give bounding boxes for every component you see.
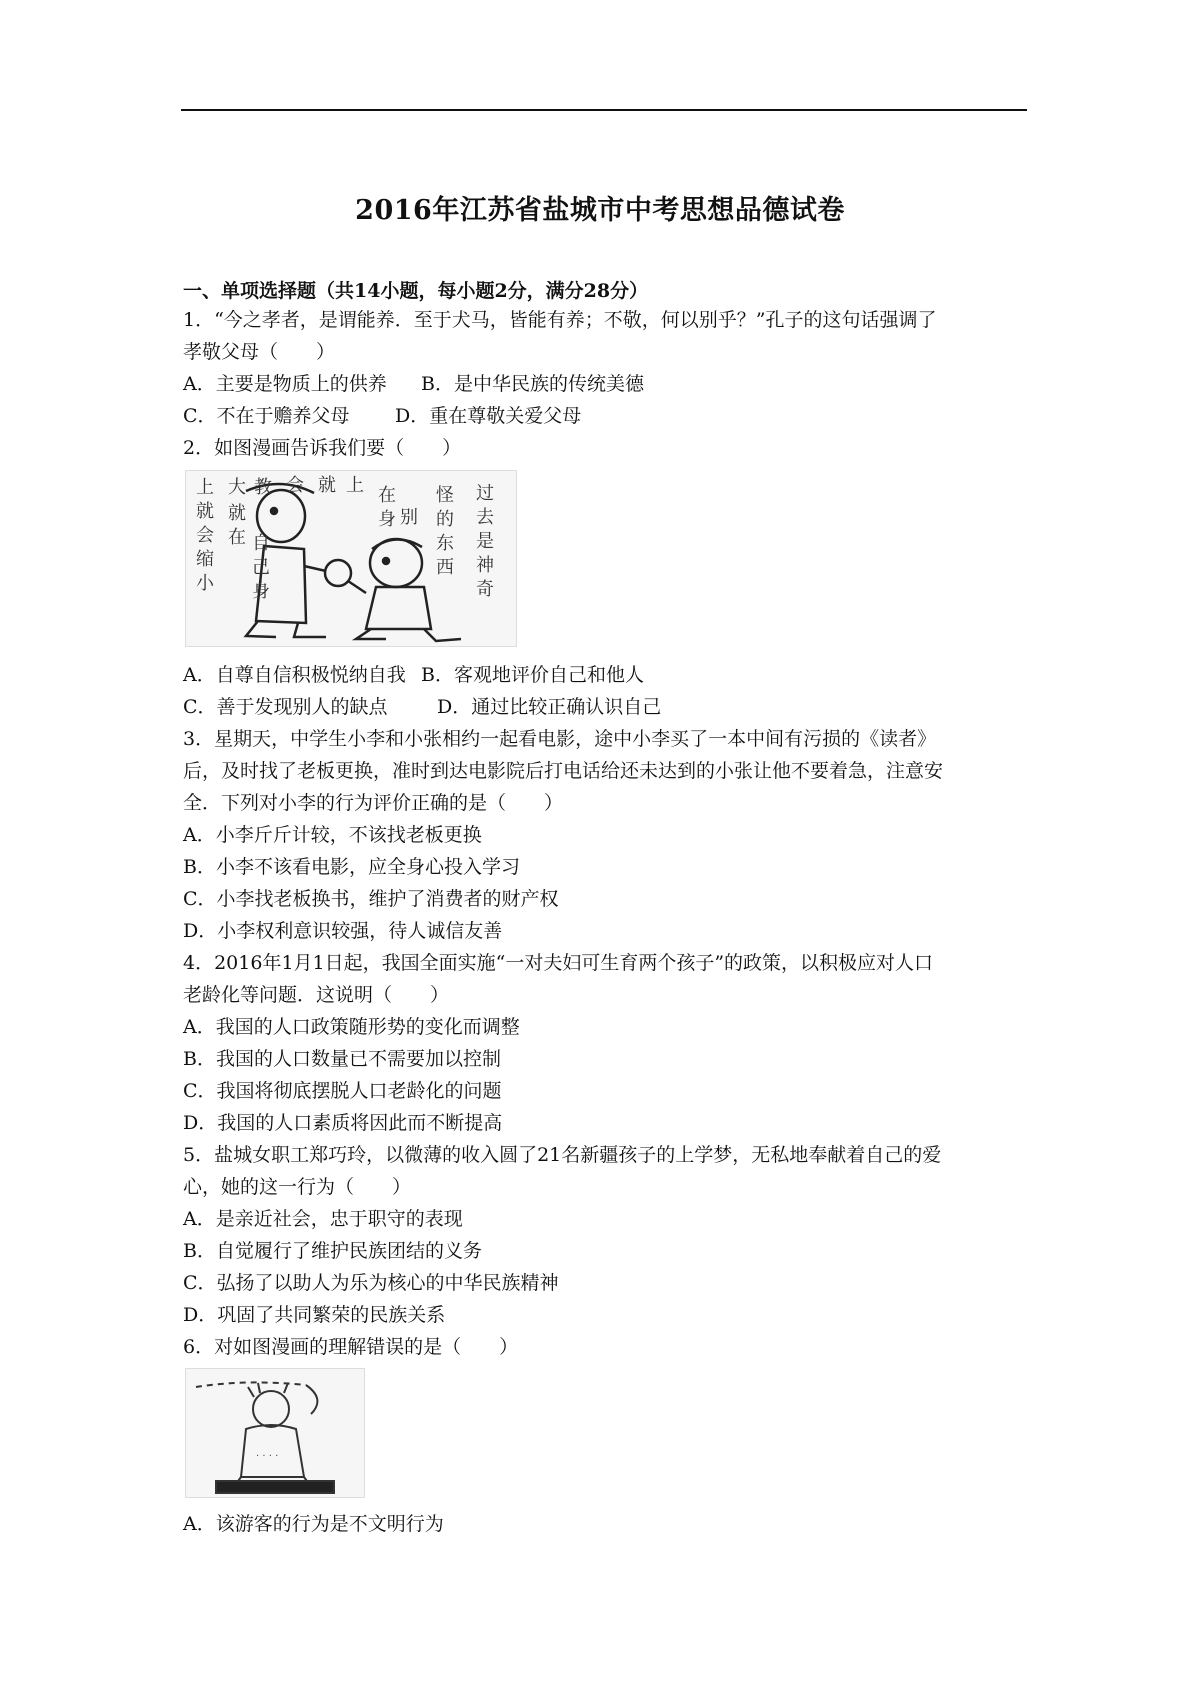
q2-options-cd <box>183 695 661 719</box>
q2-option-c: C．善于发现别人的缺点 <box>183 696 388 718</box>
svg-text:别: 别 <box>400 507 418 528</box>
svg-text:上: 上 <box>196 477 214 498</box>
q3-stem-line2: 后，及时找了老板更换，准时到达电影院后打电话给还未达到的小张让他不要着急，注意安 <box>183 760 944 782</box>
svg-text:大: 大 <box>228 477 246 498</box>
svg-text:在: 在 <box>228 527 246 548</box>
q1-option-c: C．不在于赡养父母 <box>183 405 350 427</box>
section-heading: 一、单项选择题（共14小题，每小题2分，满分28分） <box>183 280 649 302</box>
q1-option-a: A．主要是物质上的供养 <box>183 373 387 395</box>
q5-stem-line2: 心，她的这一行为（ ） <box>183 1176 412 1198</box>
q3-stem-line3: 全．下列对小李的行为评价正确的是（ ） <box>183 792 564 814</box>
svg-text:会: 会 <box>196 525 214 546</box>
svg-text:奇: 奇 <box>476 579 494 600</box>
svg-text:在: 在 <box>378 485 396 506</box>
q1-options-cd <box>183 404 581 428</box>
q4-option-d: D．我国的人口素质将因此而不断提高 <box>183 1112 503 1134</box>
page-title: 2016年江苏省盐城市中考思想品德试卷 <box>355 195 845 226</box>
svg-text:上: 上 <box>346 475 364 496</box>
q2-option-a: A．自尊自信积极悦纳自我 <box>183 664 406 686</box>
q2-stem: 2．如图漫画告诉我们要（ ） <box>183 437 462 459</box>
svg-text:己: 己 <box>252 557 270 578</box>
q3-option-b: B．小李不该看电影，应全身心投入学习 <box>183 856 520 878</box>
header-rule <box>181 109 1027 111</box>
q5-option-a: A．是亲近社会，忠于职守的表现 <box>183 1208 463 1230</box>
svg-text:怪: 怪 <box>436 485 454 506</box>
q4-option-b: B．我国的人口数量已不需要加以控制 <box>183 1048 501 1070</box>
q6-stem: 6．对如图漫画的理解错误的是（ ） <box>183 1336 519 1358</box>
q4-stem-line2: 老龄化等问题．这说明（ ） <box>183 984 450 1006</box>
svg-text:是: 是 <box>476 531 494 552</box>
q5-option-c: C．弘扬了以助人为乐为核心的中华民族精神 <box>183 1272 559 1294</box>
svg-text:身: 身 <box>252 581 270 602</box>
svg-text:西: 西 <box>436 557 454 578</box>
q3-option-d: D．小李权利意识较强，待人诚信友善 <box>183 920 503 942</box>
svg-text:身: 身 <box>378 509 396 530</box>
svg-text:自: 自 <box>252 533 270 554</box>
q1-option-d: D．重在尊敬关爱父母 <box>395 405 582 427</box>
q2-cartoon-image <box>185 470 517 647</box>
q4-option-a: A．我国的人口政策随形势的变化而调整 <box>183 1016 520 1038</box>
q5-stem-line1: 5．盐城女职工郑巧玲，以微薄的收入圆了21名新疆孩子的上学梦，无私地奉献着自己的爱 <box>183 1144 942 1166</box>
q4-option-c: C．我国将彻底摆脱人口老龄化的问题 <box>183 1080 502 1102</box>
svg-text:· · · ·: · · · · <box>256 1451 279 1462</box>
svg-text:就: 就 <box>196 501 214 522</box>
q5-option-b: B．自觉履行了维护民族团结的义务 <box>183 1240 482 1262</box>
q2-option-b: B．客观地评价自己和他人 <box>421 664 644 686</box>
svg-text:过: 过 <box>476 483 494 504</box>
svg-text:神: 神 <box>476 555 494 576</box>
q1-stem-line2: 孝敬父母（ ） <box>183 341 336 363</box>
svg-text:就: 就 <box>228 503 246 524</box>
svg-text:的: 的 <box>436 509 454 530</box>
q5-option-d: D．巩固了共同繁荣的民族关系 <box>183 1304 446 1326</box>
q4-stem-line1: 4．2016年1月1日起，我国全面实施“一对夫妇可生育两个孩子”的政策，以积极应对人口 <box>183 952 934 974</box>
q2-options-ab <box>183 663 644 687</box>
svg-text:就: 就 <box>318 475 336 496</box>
svg-text:去: 去 <box>476 507 494 528</box>
svg-text:教: 教 <box>254 477 272 498</box>
q6-option-a: A．该游客的行为是不文明行为 <box>183 1513 444 1535</box>
svg-text:会: 会 <box>286 475 304 496</box>
q1-options-ab <box>183 372 644 396</box>
q1-stem-line1: 1．“今之孝者，是谓能养．至于犬马，皆能有养；不敬，何以别乎？”孔子的这句话强调了 <box>183 309 937 331</box>
q6-cartoon-image <box>185 1368 365 1498</box>
q1-option-b: B．是中华民族的传统美德 <box>421 373 644 395</box>
q2-option-d: D．通过比较正确认识自己 <box>437 696 662 718</box>
svg-text:东: 东 <box>436 533 454 554</box>
q3-option-c: C．小李找老板换书，维护了消费者的财产权 <box>183 888 559 910</box>
svg-text:缩: 缩 <box>196 549 214 570</box>
q3-option-a: A．小李斤斤计较，不该找老板更换 <box>183 824 482 846</box>
svg-text:小: 小 <box>196 573 214 594</box>
q3-stem-line1: 3．星期天，中学生小李和小张相约一起看电影，途中小李买了一本中间有污损的《读者》 <box>183 728 937 750</box>
